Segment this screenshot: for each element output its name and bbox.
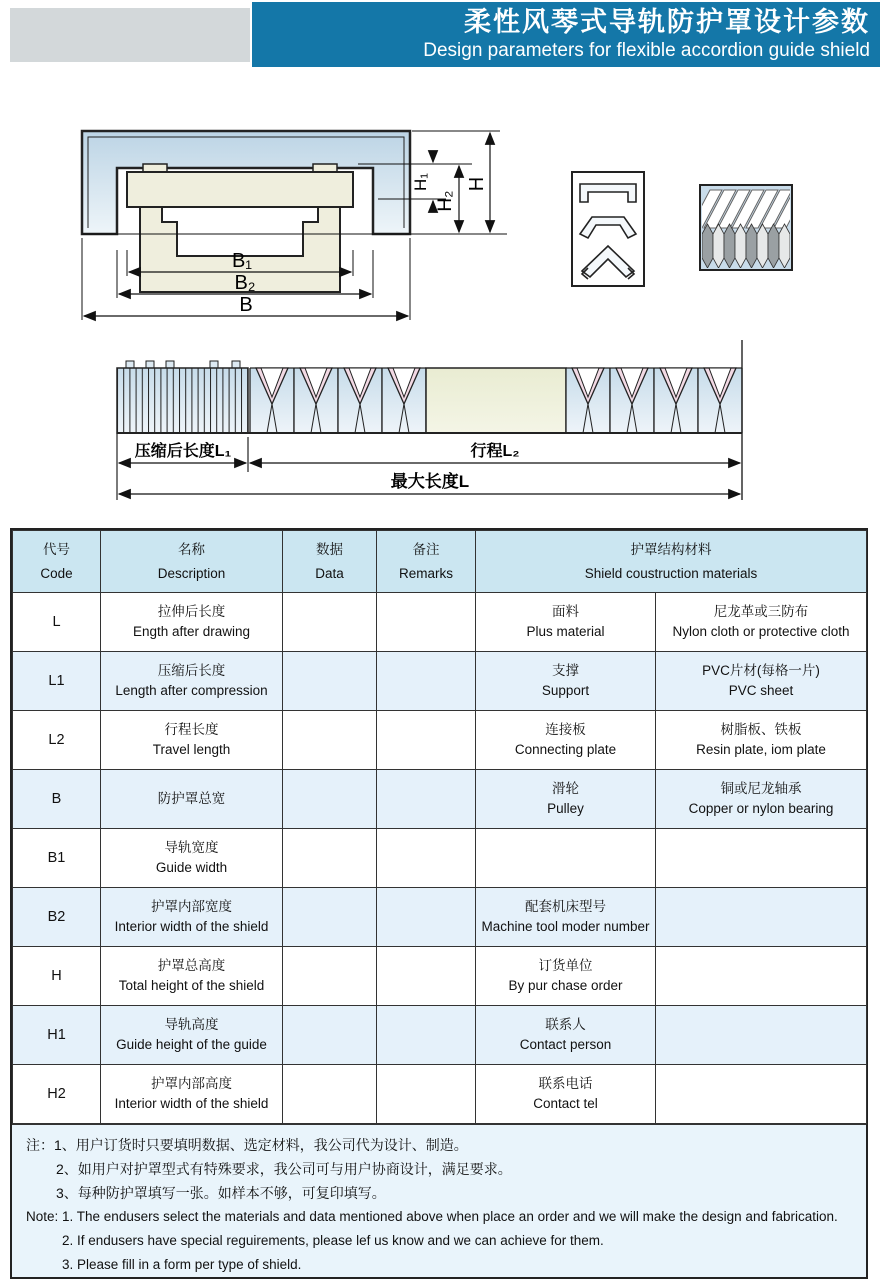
col-header-remarks: 备注 Remarks — [377, 531, 476, 593]
dim-label-h: H — [466, 176, 488, 192]
cell-code: B2 — [13, 888, 101, 947]
table-row — [13, 947, 867, 1006]
table-header-row — [13, 531, 867, 593]
cell-code: B — [13, 770, 101, 829]
cell-material-spec-zh: 树脂板、铁板 — [720, 722, 802, 737]
cell-data — [283, 652, 377, 711]
cell-material-spec-zh: PVC片材(每格一片) — [702, 663, 820, 678]
col-header-materials: 护罩结构材料 Shield coustruction materials — [476, 531, 867, 593]
cell-remarks — [377, 770, 476, 829]
cell-material-spec — [656, 593, 867, 652]
cell-material-part — [476, 888, 656, 947]
cell-code: L1 — [13, 652, 101, 711]
cell-material-spec-en: PVC sheet — [728, 683, 794, 698]
cell-material-spec — [656, 1065, 867, 1124]
cell-description-en: Interior width of the shield — [114, 1096, 269, 1111]
cell-description-en: Length after compression — [115, 683, 268, 698]
cell-material-part-zh: 联系人 — [545, 1017, 586, 1032]
cell-description-zh: 护罩总高度 — [157, 958, 226, 973]
accordion-texture-box — [690, 185, 806, 270]
table-row — [13, 770, 867, 829]
note-zh-1: 注：1、用户订货时只要填明数据、选定材料，我公司代为设计、制造。 — [26, 1137, 468, 1153]
note-en-2: 2. If endusers have special reguirements, please lef us know and we can achieve for them. — [62, 1233, 604, 1248]
cell-material-part-en: Contact person — [519, 1037, 612, 1052]
table-row — [13, 829, 867, 888]
cell-material-spec-en: Copper or nylon bearing — [688, 801, 834, 816]
cell-material-part — [476, 711, 656, 770]
cell-description-en: Guide height of the guide — [116, 1037, 267, 1052]
cell-description — [101, 711, 283, 770]
cell-remarks — [377, 593, 476, 652]
cell-material-spec-en: Resin plate, iom plate — [696, 742, 826, 757]
cell-material-spec — [656, 711, 867, 770]
dim-label-b: B — [239, 294, 253, 316]
cell-description — [101, 947, 283, 1006]
dim-label-b2: B₂ — [234, 272, 256, 294]
cell-data — [283, 770, 377, 829]
col-header-data: 数据 Data — [283, 531, 377, 593]
cell-description — [101, 593, 283, 652]
cell-description — [101, 829, 283, 888]
cell-description-zh: 护罩内部高度 — [151, 1076, 232, 1091]
cell-remarks — [377, 829, 476, 888]
cell-description-en: Guide width — [155, 860, 228, 875]
cell-material-part — [476, 770, 656, 829]
cell-data — [283, 947, 377, 1006]
cell-material-part-en: Support — [541, 683, 590, 698]
profile-shapes-box — [572, 172, 644, 286]
cell-remarks — [377, 947, 476, 1006]
note-en-1: Note: 1. The endusers select the materials and data mentioned above when place an order and we will make the design and fabrication. — [26, 1209, 838, 1224]
cell-description-en: Total height of the shield — [118, 978, 265, 993]
technical-drawing — [0, 0, 880, 528]
cell-description-zh: 压缩后长度 — [157, 663, 226, 678]
cell-material-part-en: Plus material — [526, 624, 605, 639]
cell-material-part-zh: 联系电话 — [538, 1076, 593, 1091]
cell-material-part-en: By pur chase order — [508, 978, 623, 993]
cell-description-zh: 导轨高度 — [164, 1017, 219, 1032]
cell-material-part-zh: 配套机床型号 — [525, 899, 606, 914]
cell-data — [283, 888, 377, 947]
cell-code: H1 — [13, 1006, 101, 1065]
table-row — [13, 652, 867, 711]
cell-material-part — [476, 1065, 656, 1124]
cell-description — [101, 1006, 283, 1065]
cell-material-spec — [656, 770, 867, 829]
table-row — [13, 593, 867, 652]
dim-label-l: 最大长度L — [390, 472, 470, 491]
dim-label-l2: 行程L₂ — [470, 443, 520, 460]
table-row — [13, 1006, 867, 1065]
note-zh-3: 3、每种防护罩填写一张。如样本不够，可复印填写。 — [56, 1185, 386, 1201]
cell-material-part-zh: 滑轮 — [552, 781, 579, 796]
cell-description — [101, 652, 283, 711]
cell-material-part-en: Contact tel — [533, 1096, 598, 1111]
cell-material-spec — [656, 652, 867, 711]
cell-material-part — [476, 947, 656, 1006]
cell-remarks — [377, 711, 476, 770]
cell-remarks — [377, 652, 476, 711]
page-title-zh: 柔性风琴式导轨防护罩设计参数 — [464, 7, 870, 37]
cell-data — [283, 711, 377, 770]
cell-description-zh: 护罩内部宽度 — [151, 899, 232, 914]
note-zh-2: 2、如用户对护罩型式有特殊要求，我公司可与用户协商设计，满足要求。 — [56, 1161, 512, 1177]
cell-code: B1 — [13, 829, 101, 888]
cell-description-en: Interior width of the shield — [114, 919, 269, 934]
note-en-3: 3. Please fill in a form per type of shield. — [62, 1257, 302, 1272]
cell-remarks — [377, 888, 476, 947]
cell-material-part — [476, 829, 656, 888]
cell-material-spec-en: Nylon cloth or protective cloth — [672, 624, 850, 639]
cell-description — [101, 888, 283, 947]
cell-code: L2 — [13, 711, 101, 770]
table-body — [13, 593, 867, 1124]
cell-material-part-zh: 支撑 — [552, 663, 579, 678]
col-header-code: 代号 Code — [13, 531, 101, 593]
cell-data — [283, 593, 377, 652]
cell-description-en: Travel length — [152, 742, 231, 757]
cell-description — [101, 770, 283, 829]
cell-code: L — [13, 593, 101, 652]
dim-label-b1: B₁ — [231, 250, 253, 272]
cell-material-part-en: Machine tool moder number — [481, 919, 650, 934]
cell-material-spec — [656, 829, 867, 888]
cell-description-zh: 导轨宽度 — [164, 840, 219, 855]
parameters-table — [12, 530, 867, 1124]
cell-data — [283, 829, 377, 888]
table-row — [13, 1065, 867, 1124]
cell-material-part-en: Pulley — [547, 801, 584, 816]
table-row — [13, 888, 867, 947]
cell-material-spec — [656, 888, 867, 947]
page-title-en: Design parameters for flexible accordion guide shield — [423, 40, 870, 61]
cell-material-part — [476, 652, 656, 711]
cell-description-zh: 拉伸后长度 — [157, 604, 226, 619]
cell-description-zh: 防护罩总宽 — [157, 791, 226, 806]
cell-material-part-zh: 订货单位 — [538, 958, 593, 973]
dim-label-h1: H₁ — [411, 172, 430, 192]
cell-material-part-en: Connecting plate — [514, 742, 617, 757]
cell-code: H — [13, 947, 101, 1006]
cell-material-part — [476, 593, 656, 652]
cell-material-spec — [656, 947, 867, 1006]
dim-label-l1: 压缩后长度L₁ — [134, 443, 232, 460]
dim-label-h2: H₂ — [435, 190, 456, 212]
parameters-table-wrap — [10, 528, 868, 1279]
cell-remarks — [377, 1006, 476, 1065]
cell-data — [283, 1006, 377, 1065]
cell-description — [101, 1065, 283, 1124]
cell-material-spec-zh: 铜或尼龙轴承 — [720, 781, 802, 796]
cell-remarks — [377, 1065, 476, 1124]
col-header-description: 名称 Description — [101, 531, 283, 593]
cell-data — [283, 1065, 377, 1124]
cell-material-spec-zh: 尼龙革或三防布 — [713, 604, 809, 619]
cell-material-part — [476, 1006, 656, 1065]
cell-description-en: Ength after drawing — [132, 624, 251, 639]
cell-description-zh: 行程长度 — [164, 722, 219, 737]
cell-material-part-zh: 连接板 — [545, 722, 586, 737]
table-row — [13, 711, 867, 770]
cell-code: H2 — [13, 1065, 101, 1124]
cell-material-part-zh: 面料 — [552, 604, 579, 619]
cell-material-spec — [656, 1006, 867, 1065]
notes-section — [12, 1124, 866, 1277]
